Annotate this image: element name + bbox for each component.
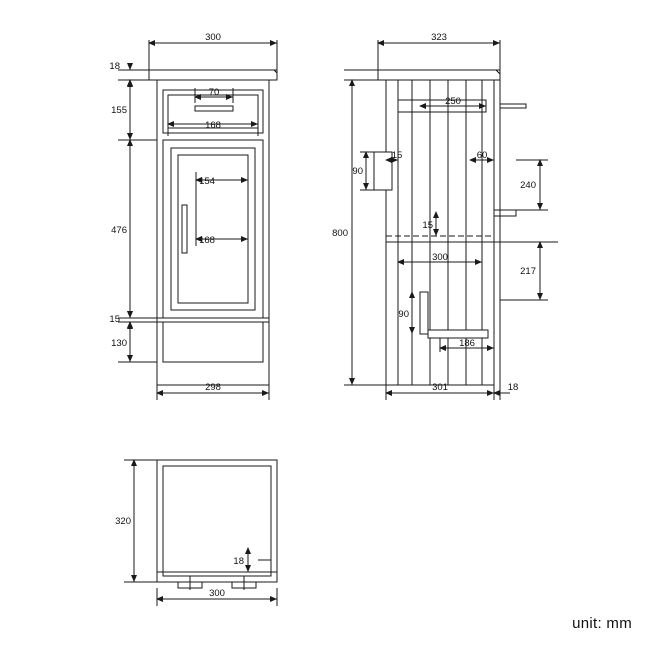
dim-side-overhang: 18	[507, 382, 519, 393]
dim-side-hinge-lower: 217	[520, 266, 536, 277]
side-extension-lines	[344, 40, 548, 400]
dim-front-door-panel-height: 154	[199, 176, 215, 187]
dim-side-depth-top: 323	[431, 32, 447, 43]
dim-side-bracket-offset: 15	[391, 150, 403, 161]
dim-side-hinge-upper: 240	[520, 180, 536, 191]
dim-side-mid-width: 300	[432, 252, 448, 263]
dim-front-plinth: 130	[111, 338, 127, 349]
dim-top-depth: 320	[115, 516, 131, 527]
dim-side-bracket-height: 90	[352, 166, 363, 177]
front-extension-lines	[118, 40, 277, 400]
dim-front-drawer-height: 155	[111, 105, 127, 116]
dim-side-mid-gap: 15	[422, 220, 433, 231]
dim-front-top-thickness: 18	[109, 61, 120, 72]
dim-top-width: 300	[209, 588, 225, 599]
top-view-geometry	[157, 460, 277, 590]
dim-front-width-top: 300	[205, 32, 221, 43]
dim-front-width-bottom: 298	[205, 382, 221, 393]
dim-side-total-height: 800	[332, 228, 348, 239]
front-view-geometry	[149, 70, 277, 385]
dim-front-drawer-inner: 168	[205, 120, 221, 131]
dim-front-door-panel-width: 168	[199, 235, 215, 246]
dim-side-upper-rail: 250	[445, 96, 461, 107]
dim-side-hinge-offset: 60	[476, 150, 488, 161]
dim-front-door-height: 476	[111, 225, 127, 236]
dim-top-edge-thickness: 18	[233, 556, 244, 567]
unit-note: unit: mm	[572, 615, 632, 632]
dim-side-lower-rail: 186	[459, 338, 475, 349]
dim-front-gap: 15	[109, 314, 120, 325]
top-dimension-lines	[134, 460, 277, 599]
dim-front-drawer-handle: 70	[208, 87, 220, 98]
dimension-labels	[109, 32, 536, 599]
dim-side-lower-bracket: 90	[398, 309, 409, 320]
dim-side-depth-bottom: 301	[432, 382, 448, 393]
